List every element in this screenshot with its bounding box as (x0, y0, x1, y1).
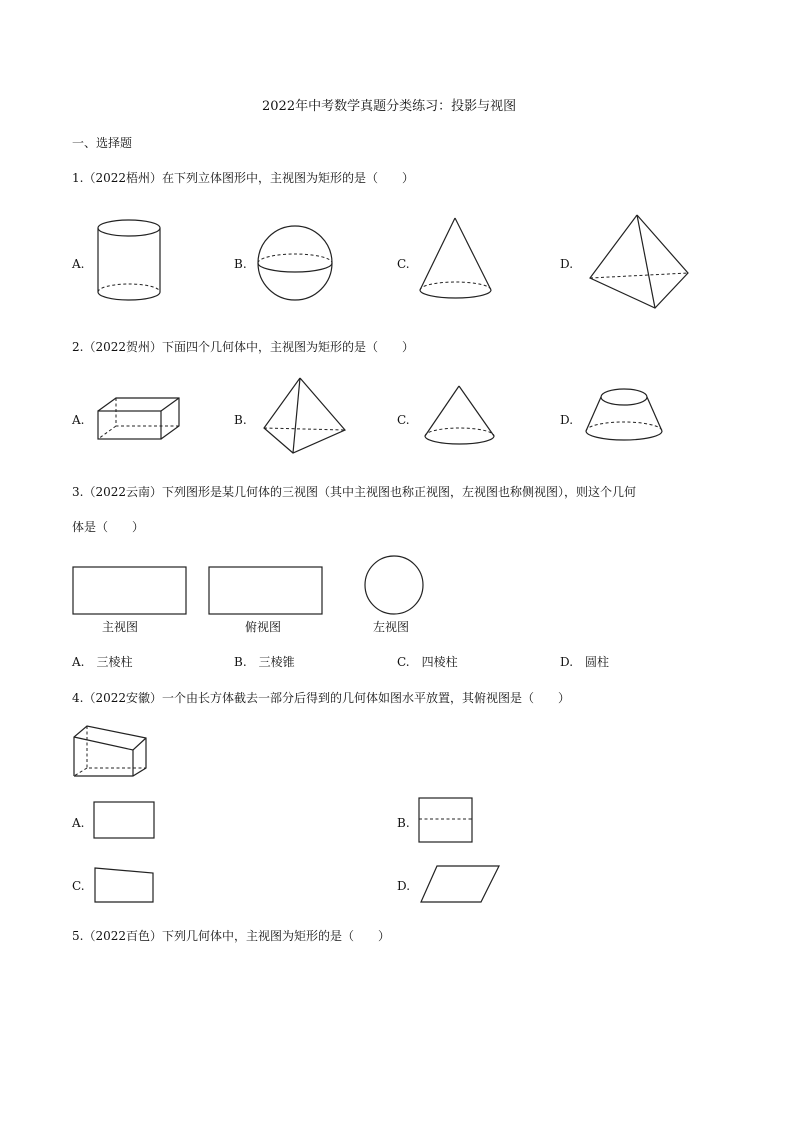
q4-option-b-label: B. (397, 816, 410, 830)
q3-option-c: C. 四棱柱 (397, 655, 458, 669)
left-view-label: 左视图 (373, 620, 410, 634)
tetrahedron-icon (588, 212, 698, 312)
question-3-stem-line2: 体是（ ） (72, 520, 145, 534)
q1-option-d-label: D. (560, 257, 574, 271)
q3-option-a: A. 三棱柱 (72, 655, 133, 669)
q1-option-b-label: B. (234, 257, 247, 271)
page-title: 2022年中考数学真题分类练习：投影与视图 (262, 99, 517, 114)
q2-option-d-label: D. (560, 413, 574, 427)
q2-option-a-label: A. (72, 413, 85, 427)
question-4-stem: 4.（2022安徽）一个由长方体截去一部分后得到的几何体如图水平放置，其俯视图是（ ） (72, 691, 570, 705)
question-3-stem-line1: 3.（2022云南）下列图形是某几何体的三视图（其中主视图也称正视图，左视图也称侧视图），则这个几何 (72, 485, 636, 499)
q4-option-c-label: C. (72, 879, 85, 893)
frustum-icon (584, 386, 669, 451)
cone-icon (418, 216, 498, 306)
question-5-stem: 5.（2022百色）下列几何体中，主视图为矩形的是（ ） (72, 929, 390, 943)
q1-option-a-label: A. (72, 257, 85, 271)
top-view-rectangle (208, 566, 326, 618)
q4-option-a-rectangle (93, 801, 157, 841)
pyramid-icon (262, 376, 352, 466)
q1-option-c-label: C. (397, 257, 410, 271)
q4-option-d-label: D. (397, 879, 411, 893)
top-view-label: 俯视图 (245, 620, 282, 634)
front-view-label: 主视图 (102, 620, 139, 634)
sphere-icon (256, 224, 336, 304)
cone-icon (423, 384, 503, 454)
truncated-cuboid-icon (72, 724, 152, 780)
q3-option-d: D. 圆柱 (560, 655, 610, 669)
cylinder-icon (96, 218, 166, 308)
q3-option-b: B. 三棱锥 (234, 655, 295, 669)
question-2-stem: 2.（2022贺州）下面四个几何体中，主视图为矩形的是（ ） (72, 340, 414, 354)
q4-option-c-trapezoid (93, 866, 157, 906)
cuboid-icon (96, 396, 186, 446)
q4-option-a-label: A. (72, 816, 85, 830)
question-1-stem: 1.（2022梧州）在下列立体图形中，主视图为矩形的是（ ） (72, 171, 414, 185)
left-view-circle (363, 554, 427, 618)
q4-option-d-parallelogram (419, 864, 503, 906)
q2-option-c-label: C. (397, 413, 410, 427)
q4-option-b-rectangle-with-dashed-line (418, 797, 476, 845)
section-heading: 一、选择题 (72, 136, 133, 150)
front-view-rectangle (72, 566, 190, 618)
q2-option-b-label: B. (234, 413, 247, 427)
